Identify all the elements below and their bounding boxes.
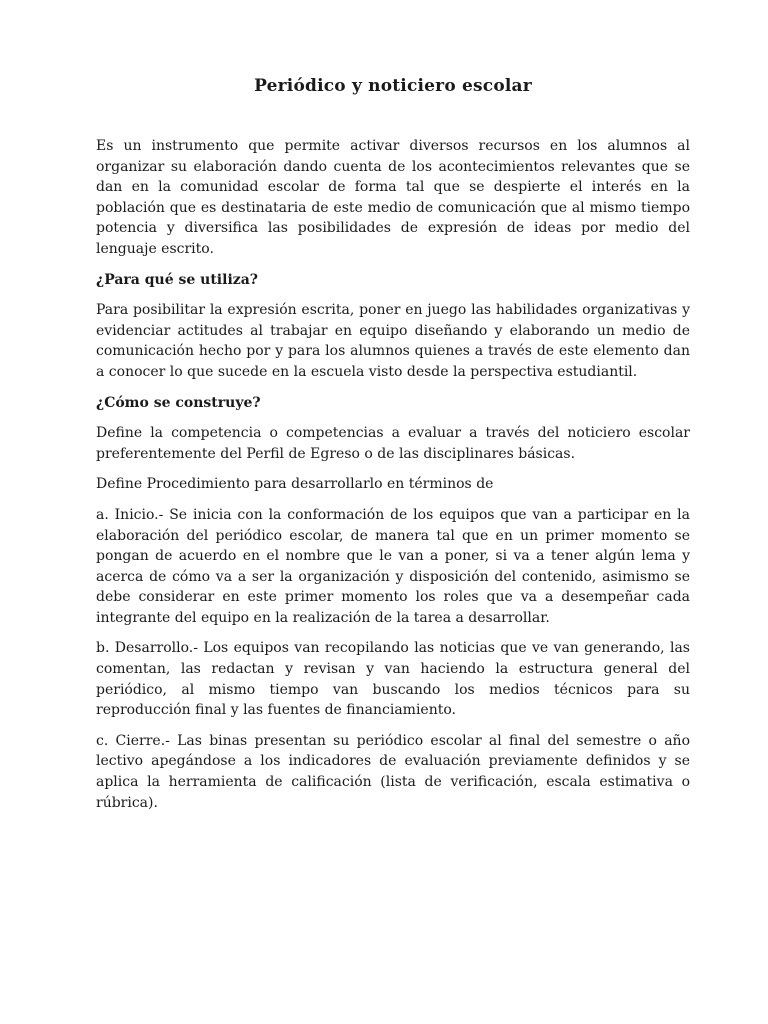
- intro-paragraph: Es un instrumento que permite activar diversos recursos en los alumnos al organizar su elaboración dando cuenta de los acontecimientos relevantes que se dan en la comunidad escolar de forma tal que se despierte el interés en la población que es destinataria de este medio de comunicación que al mismo tiempo potencia y diversifica las posibilidades de expresión de ideas por medio del lenguaje escrito.: [96, 138, 690, 257]
- step-b-paragraph: b. Desarrollo.- Los equipos van recopilando las noticias que ve van generando, las comentan, las redactan y revisan y van haciendo la estructura general del periódico, al mismo tiempo van buscando los medios técnicos para su reproducción final y las fuentes de financiamiento.: [96, 640, 690, 719]
- section-heading-use: ¿Para qué se utiliza?: [96, 271, 258, 288]
- competence-paragraph: Define la competencia o competencias a evaluar a través del noticiero escolar preferentemente del Perfil de Egreso o de las disciplinares básicas.: [96, 425, 690, 462]
- step-a-paragraph: a. Inicio.- Se inicia con la conformación de los equipos que van a participar en la elaboración del periódico escolar, de manera tal que en un primer momento se pongan de acuerdo en el nombre que le van a poner, si va a tener algún lema y acerca de cómo va a ser la organización y disposición del contenido, asimismo se debe considerar en este primer momento los roles que va a desempeñar cada integrante del equipo en la realización de la tarea a desarrollar.: [96, 506, 690, 626]
- page-title: Periódico y noticiero escolar: [254, 76, 532, 96]
- use-paragraph: Para posibilitar la expresión escrita, poner en juego las habilidades organizativas y evidenciar actitudes al trabajar en equipo diseñando y elaborando un medio de comunicación hecho por y para los alumnos quienes a través de este elemento dan a conocer lo que sucede en la escuela visto desde la perspectiva estudiantil.: [96, 302, 690, 380]
- section-heading-build: ¿Cómo se construye?: [96, 394, 261, 411]
- procedure-paragraph: Define Procedimiento para desarrollarlo en términos de: [96, 476, 494, 493]
- step-c-paragraph: c. Cierre.- Las binas presentan su periódico escolar al final del semestre o año lectivo apegándose a los indicadores de evaluación previamente definidos y se aplica la herramienta de calificación (lista de verificación, escala estimativa o rúbrica).: [96, 732, 690, 811]
